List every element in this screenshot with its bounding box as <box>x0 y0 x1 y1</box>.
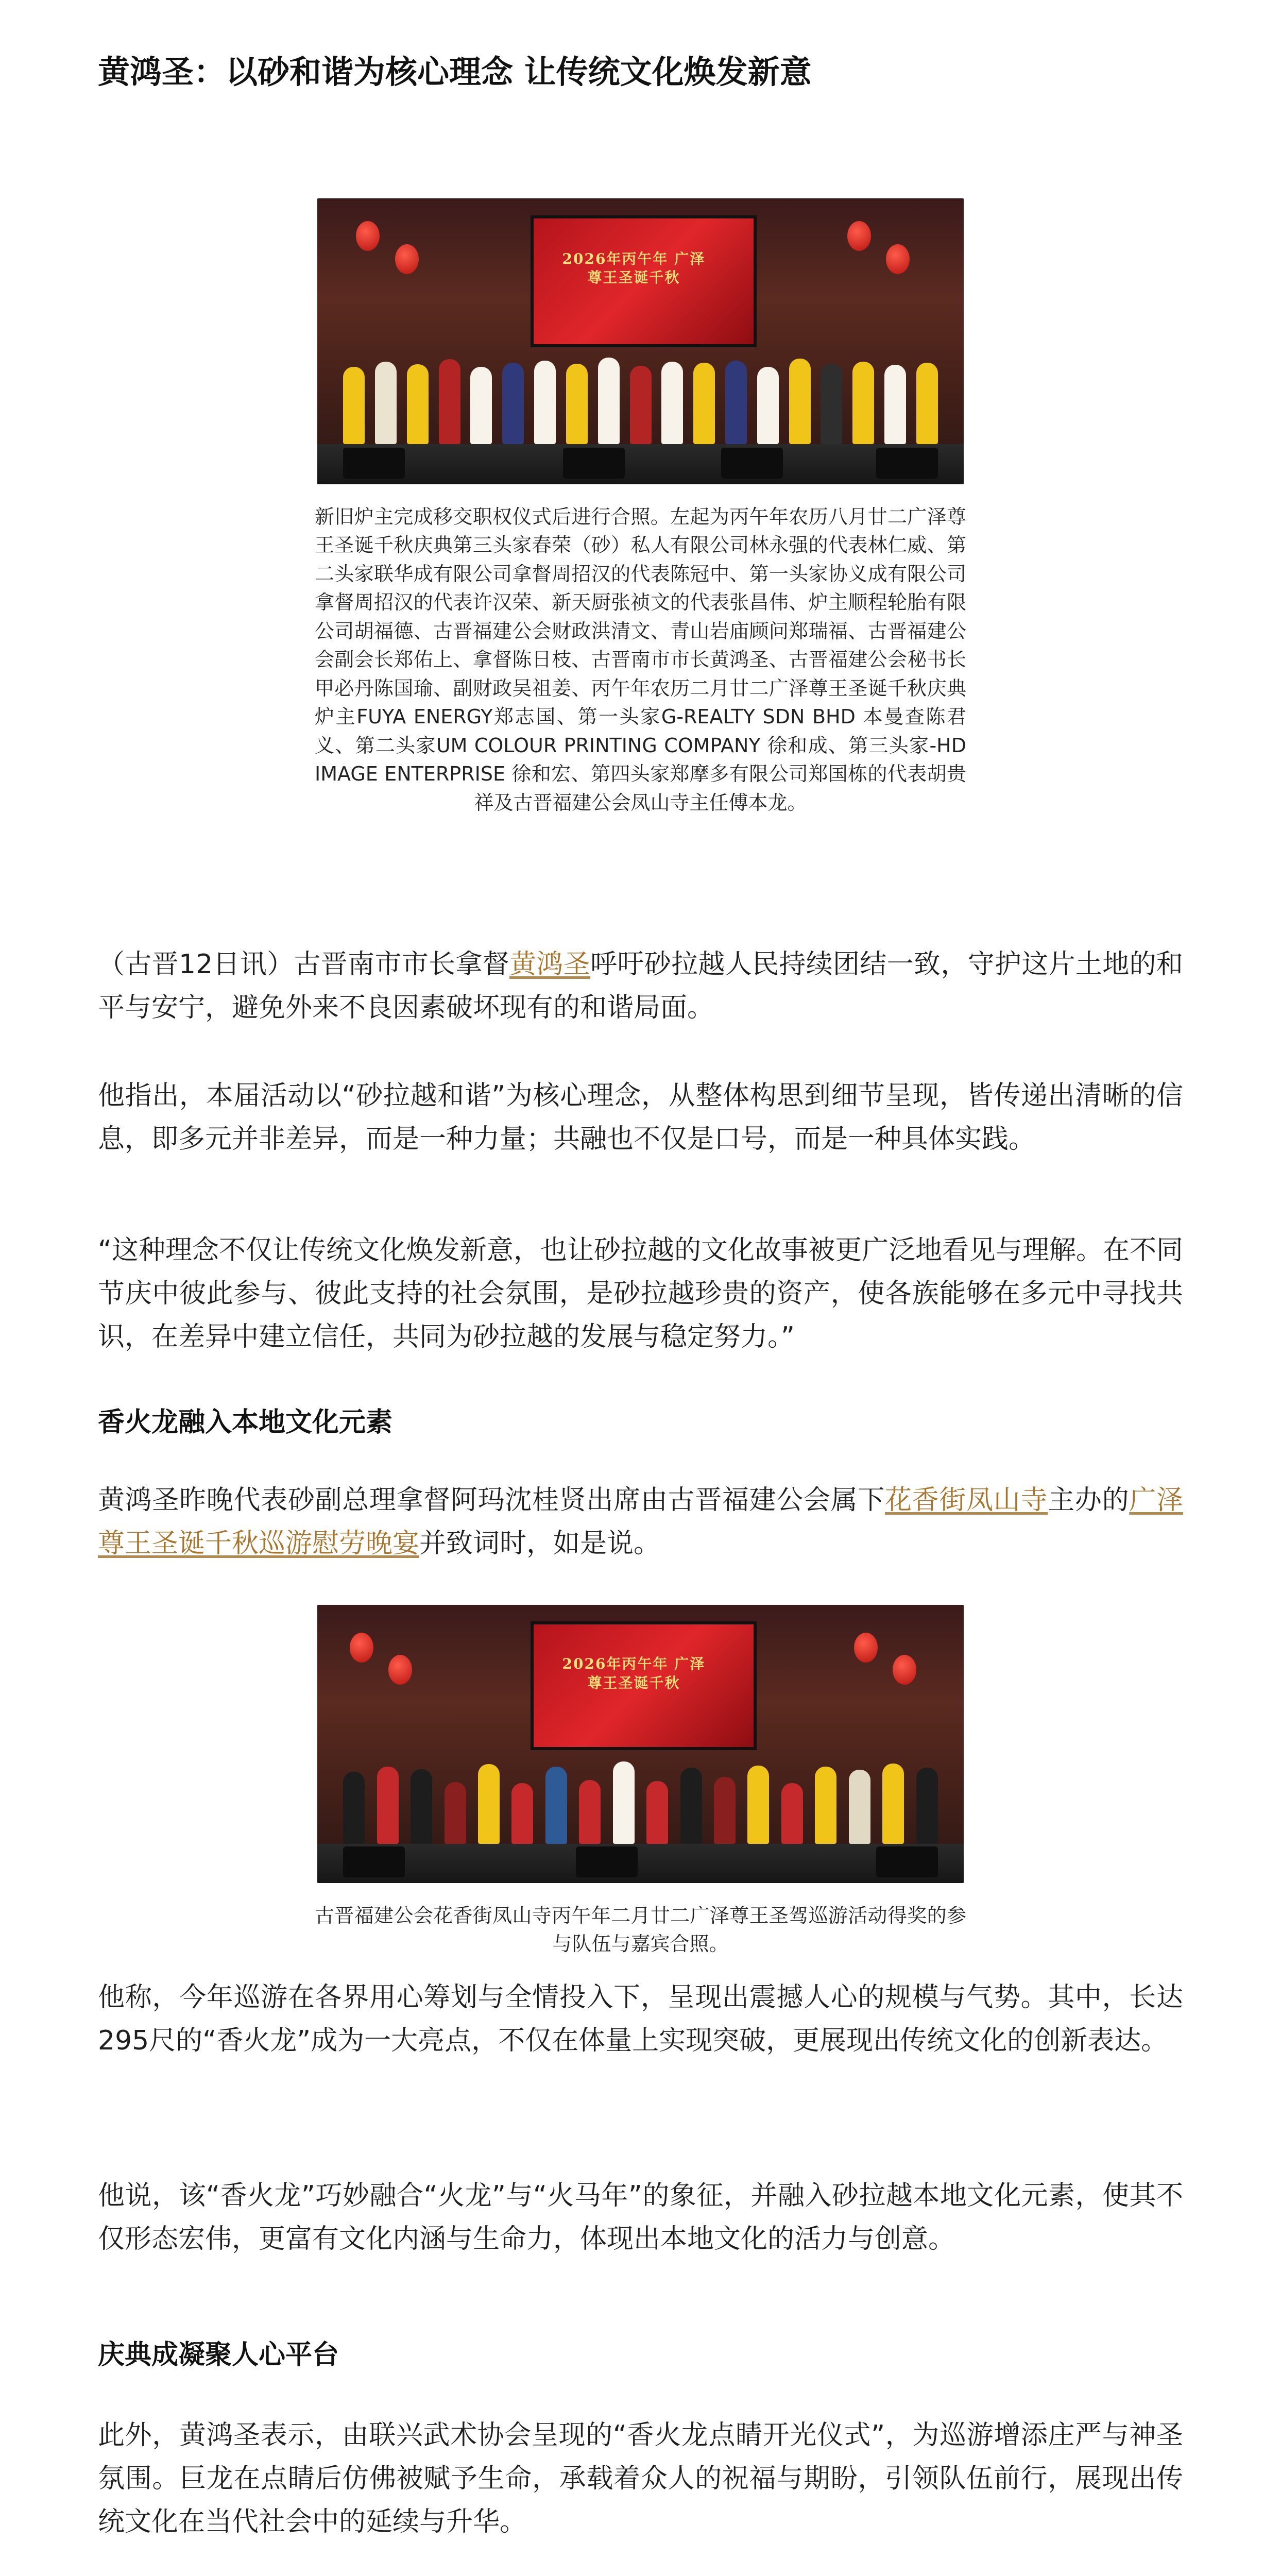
link-huang-hongsheng[interactable]: 黄鸿圣 <box>509 949 591 980</box>
paragraph-1-text-a: （古晋12日讯）古晋南市市长拿督 <box>98 949 510 980</box>
paragraph-1-text-b: 呼吁砂拉越人民持续团结一致，守护这片土地的和平与安宁，避免外来不良因素破坏现有的和谐局面。 <box>98 949 1183 1024</box>
paragraph-2: 他指出，本届活动以“砂拉越和谐”为核心理念，从整体构思到细节呈现，皆传递出清晰的信息，即多元并非差异，而是一种力量；共融也不仅是口号，而是一种具体实践。 <box>98 1080 1183 1155</box>
photo-stage-group[interactable] <box>317 198 964 484</box>
paragraph-3: “这种理念不仅让传统文化焕发新意，也让砂拉越的文化故事被更广泛地看见与理解。在不同节庆中彼此参与、彼此支持的社会氛围，是砂拉越珍贵的资产，使各族能够在多元中寻找共识，在差异中建立信任，共同为砂拉越的发展与稳定努力。” <box>98 1235 1183 1353</box>
stage-screen-text-2: 2026年丙午年 广泽尊王圣诞千秋 <box>562 1655 706 1691</box>
paragraph-7: 此外，黄鸿圣表示，由联兴武术协会呈现的“香火龙点睛开光仪式”，为巡游增添庄严与神圣氛围。巨龙在点睛后仿佛被赋予生命，承载着众人的祝福与期盼，引领队伍前行，展现出传统文化在当代社会中的延续与升华。 <box>98 2420 1183 2538</box>
paragraph-4-text-a: 黄鸿圣昨晚代表砂副总理拿督阿玛沈桂贤出席由古晋福建公会属下 <box>98 1485 885 1516</box>
paragraph-4-text-c: 并致词时，如是说。 <box>419 1528 661 1560</box>
paragraph-4-text-b: 主办的 <box>1048 1485 1130 1516</box>
figure-2-caption: 古晋福建公会花香街凤山寺丙午年二月廿二广泽尊王圣驾巡游活动得奖的参与队伍与嘉宾合照。 <box>315 1904 966 1956</box>
paragraph-1 <box>98 943 1183 1029</box>
article-title: 黄鸿圣：以砂和谐为核心理念 让传统文化焕发新意 <box>98 53 812 91</box>
paragraph-4 <box>98 1479 1183 1565</box>
link-procession-dinner[interactable]: 广泽尊王圣诞千秋巡游慰劳晚宴 <box>98 1485 1183 1560</box>
subheading-1: 香火龙融入本地文化元素 <box>98 1407 393 1438</box>
subheading-2: 庆典成凝聚人心平台 <box>98 2340 339 2370</box>
figure-1 <box>98 198 1183 817</box>
paragraph-6: 他说，该“香火龙”巧妙融合“火龙”与“火马年”的象征，并融入砂拉越本地文化元素，使其不仅形态宏伟，更富有文化内涵与生命力，体现出本地文化的活力与创意。 <box>98 2180 1183 2255</box>
figure-1-caption: 新旧炉主完成移交职权仪式后进行合照。左起为丙午年农历八月廿二广泽尊王圣诞千秋庆典第三头家春荣（砂）私人有限公司林永强的代表林仁威、第二头家联华成有限公司拿督周招汉的代表陈冠中、第一头家协义成有限公司拿督周招汉的代表许汉荣、新天厨张祯文的代表张昌伟、炉主顺程轮胎有限公司胡福德、古晋福建公会财政洪清文、青山岩庙顾问郑瑞福、古晋福建公会副会长郑佑上、拿督陈日枝、古晋南市市长黄鸿圣、古晋福建公会秘书长甲必丹陈国瑜、副财政吴祖姜、丙午年农历二月廿二广泽尊王圣诞千秋庆典炉主FUYA ENERGY郑志国、第一头家G-REALTY SDN BHD 本曼查陈君义、第二头家UM COLOUR PRINTING COMPANY 徐和成、第三头家-HD IMAGE ENTERPRISE 徐和宏、第四头家郑摩多有限公司郑国栋的代表胡贵祥及古晋福建公会凤山寺主任傅本龙。 <box>315 505 966 814</box>
photo-award-teams[interactable] <box>317 1605 964 1883</box>
paragraph-5: 他称，今年巡游在各界用心筹划与全情投入下，呈现出震撼人心的规模与气势。其中，长达295尺的“香火龙”成为一大亮点，不仅在体量上实现突破，更展现出传统文化的创新表达。 <box>98 1982 1183 2057</box>
stage-screen-text: 2026年丙午年 广泽尊王圣诞千秋 <box>562 250 706 286</box>
link-fengshan-temple[interactable]: 花香街凤山寺 <box>885 1485 1048 1516</box>
figure-2 <box>98 1605 1183 1959</box>
